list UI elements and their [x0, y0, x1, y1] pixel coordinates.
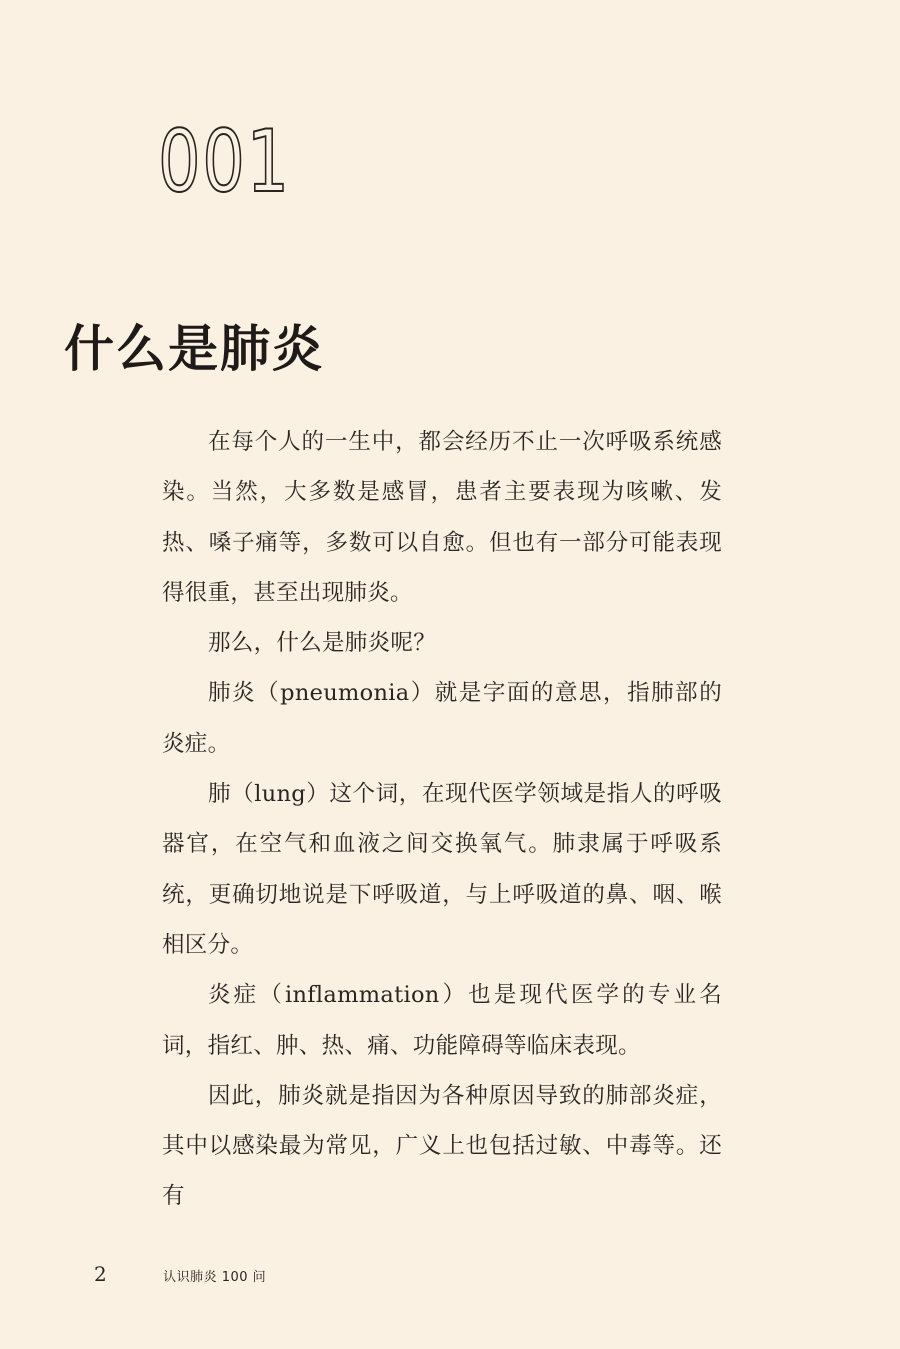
- paragraph: 炎症（inflammation）也是现代医学的专业名词，指红、肿、热、痛、功能障碍等临床表现。: [162, 982, 722, 1059]
- chapter-number: 001: [158, 112, 291, 212]
- paragraph: 因此，肺炎就是指因为各种原因导致的肺部炎症，其中以感染最为常见，广义上也包括过敏、中毒等。还有: [162, 1082, 722, 1210]
- paragraph: 肺（lung）这个词，在现代医学领域是指人的呼吸器官，在空气和血液之间交换氧气。肺隶属于呼吸系统，更确切地说是下呼吸道，与上呼吸道的鼻、咽、喉相区分。: [162, 781, 722, 958]
- running-title: 认识肺炎 100 问: [163, 1270, 267, 1285]
- paragraph: 肺炎（pneumonia）就是字面的意思，指肺部的炎症。: [162, 680, 722, 757]
- page-title: 什么是肺炎: [64, 320, 324, 378]
- paragraph: 在每个人的一生中，都会经历不止一次呼吸系统感染。当然，大多数是感冒，患者主要表现为咳嗽、发热、嗓子痛等，多数可以自愈。但也有一部分可能表现得很重，甚至出现肺炎。: [162, 429, 722, 606]
- page-number: 2: [94, 1262, 107, 1286]
- page-footer: [94, 1262, 266, 1286]
- paragraph: 那么，什么是肺炎呢？: [208, 630, 437, 657]
- body-text: [162, 417, 722, 1222]
